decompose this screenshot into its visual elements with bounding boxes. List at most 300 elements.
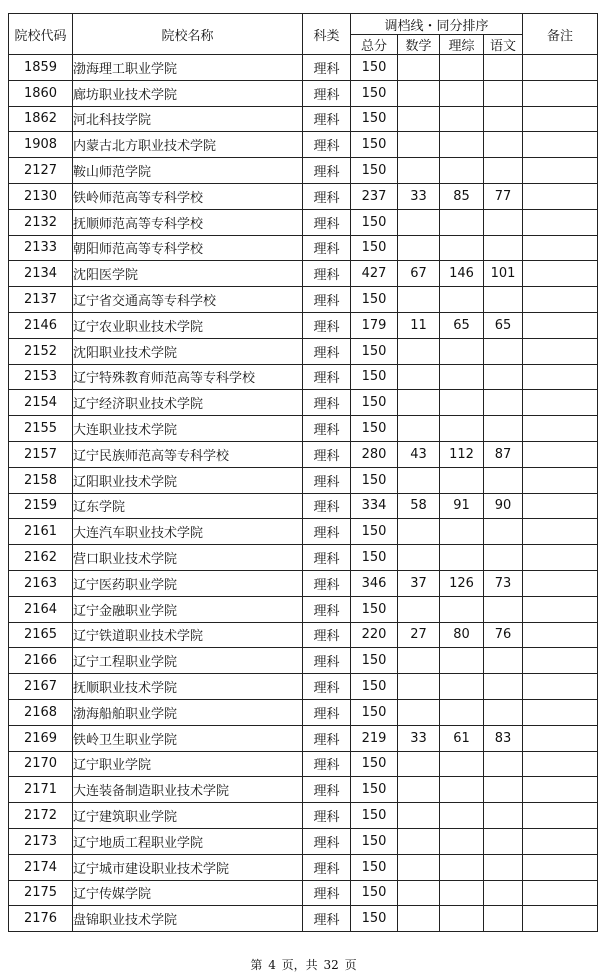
cell-chinese <box>484 596 523 622</box>
table-row <box>9 545 598 571</box>
cell-total: 150 <box>351 519 398 545</box>
cell-math: 27 <box>398 622 440 648</box>
cell-code: 2173 <box>9 828 73 854</box>
cell-name: 辽宁传媒学院 <box>73 880 303 906</box>
cell-code: 2163 <box>9 570 73 596</box>
cell-science: 65 <box>440 312 484 338</box>
cell-note <box>523 777 598 803</box>
cell-subject: 理科 <box>303 106 351 132</box>
cell-total: 150 <box>351 880 398 906</box>
cell-chinese <box>484 906 523 932</box>
cell-code: 2134 <box>9 261 73 287</box>
cell-subject: 理科 <box>303 209 351 235</box>
cell-science: 61 <box>440 725 484 751</box>
cell-math <box>398 364 440 390</box>
cell-math <box>398 699 440 725</box>
cell-name: 辽宁建筑职业学院 <box>73 803 303 829</box>
cell-name: 盘锦职业技术学院 <box>73 906 303 932</box>
cell-science: 126 <box>440 570 484 596</box>
cell-science <box>440 390 484 416</box>
cell-chinese <box>484 699 523 725</box>
cell-chinese <box>484 674 523 700</box>
cell-note <box>523 880 598 906</box>
cell-science <box>440 416 484 442</box>
cell-note <box>523 158 598 184</box>
cell-subject: 理科 <box>303 854 351 880</box>
header-name: 院校名称 <box>73 14 303 55</box>
cell-subject: 理科 <box>303 183 351 209</box>
cell-chinese: 83 <box>484 725 523 751</box>
cell-science: 80 <box>440 622 484 648</box>
table-row <box>9 906 598 932</box>
cell-math <box>398 803 440 829</box>
cell-note <box>523 106 598 132</box>
cell-total: 220 <box>351 622 398 648</box>
cell-total: 150 <box>351 106 398 132</box>
cell-subject: 理科 <box>303 132 351 158</box>
cell-total: 150 <box>351 545 398 571</box>
cell-note <box>523 441 598 467</box>
cell-science <box>440 364 484 390</box>
cell-science <box>440 235 484 261</box>
cell-chinese <box>484 209 523 235</box>
cell-name: 内蒙古北方职业技术学院 <box>73 132 303 158</box>
cell-subject: 理科 <box>303 158 351 184</box>
footer-suffix: 页 <box>344 958 357 972</box>
cell-total: 150 <box>351 467 398 493</box>
cell-code: 2157 <box>9 441 73 467</box>
cell-subject: 理科 <box>303 777 351 803</box>
cell-subject: 理科 <box>303 699 351 725</box>
cell-code: 2162 <box>9 545 73 571</box>
cell-code: 2170 <box>9 751 73 777</box>
cell-chinese <box>484 80 523 106</box>
table-row <box>9 338 598 364</box>
cell-math <box>398 235 440 261</box>
table-row <box>9 183 598 209</box>
cell-chinese <box>484 545 523 571</box>
cell-subject: 理科 <box>303 441 351 467</box>
cell-chinese <box>484 416 523 442</box>
cell-chinese: 77 <box>484 183 523 209</box>
cell-code: 2153 <box>9 364 73 390</box>
cell-science <box>440 596 484 622</box>
cell-name: 辽宁省交通高等专科学校 <box>73 287 303 313</box>
cell-name: 渤海理工职业学院 <box>73 55 303 81</box>
cell-code: 2127 <box>9 158 73 184</box>
cell-math <box>398 854 440 880</box>
cell-note <box>523 622 598 648</box>
table-row <box>9 803 598 829</box>
cell-subject: 理科 <box>303 622 351 648</box>
cell-subject: 理科 <box>303 287 351 313</box>
table-row <box>9 699 598 725</box>
header-math: 数学 <box>398 35 440 55</box>
cell-code: 2168 <box>9 699 73 725</box>
cell-code: 2175 <box>9 880 73 906</box>
cell-science <box>440 158 484 184</box>
cell-total: 150 <box>351 338 398 364</box>
cell-name: 辽宁地质工程职业学院 <box>73 828 303 854</box>
cell-note <box>523 751 598 777</box>
cell-total: 150 <box>351 596 398 622</box>
cell-math <box>398 80 440 106</box>
table-row <box>9 416 598 442</box>
cell-total: 150 <box>351 55 398 81</box>
cell-science <box>440 287 484 313</box>
table-row <box>9 80 598 106</box>
cell-subject: 理科 <box>303 364 351 390</box>
cell-note <box>523 183 598 209</box>
cell-science <box>440 699 484 725</box>
header-note: 备注 <box>523 14 598 55</box>
cell-name: 辽东学院 <box>73 493 303 519</box>
cell-subject: 理科 <box>303 235 351 261</box>
table-row <box>9 570 598 596</box>
cell-math <box>398 674 440 700</box>
cell-math: 33 <box>398 183 440 209</box>
cell-note <box>523 312 598 338</box>
cell-science <box>440 854 484 880</box>
cell-subject: 理科 <box>303 390 351 416</box>
cell-chinese <box>484 854 523 880</box>
cell-math <box>398 880 440 906</box>
cell-total: 150 <box>351 828 398 854</box>
header-science: 理综 <box>440 35 484 55</box>
cell-chinese: 90 <box>484 493 523 519</box>
table-row <box>9 596 598 622</box>
cell-subject: 理科 <box>303 648 351 674</box>
cell-subject: 理科 <box>303 55 351 81</box>
cell-note <box>523 648 598 674</box>
cell-note <box>523 132 598 158</box>
cell-science <box>440 132 484 158</box>
cell-name: 辽宁工程职业学院 <box>73 648 303 674</box>
cell-science <box>440 80 484 106</box>
table-row <box>9 467 598 493</box>
cell-math <box>398 158 440 184</box>
table-row <box>9 364 598 390</box>
cell-chinese: 76 <box>484 622 523 648</box>
cell-science: 112 <box>440 441 484 467</box>
cell-chinese <box>484 803 523 829</box>
cell-total: 427 <box>351 261 398 287</box>
cell-science <box>440 338 484 364</box>
table-row <box>9 261 598 287</box>
header-total: 总分 <box>351 35 398 55</box>
cell-note <box>523 261 598 287</box>
cell-math <box>398 390 440 416</box>
cell-note <box>523 235 598 261</box>
cell-chinese <box>484 880 523 906</box>
cell-total: 150 <box>351 854 398 880</box>
cell-code: 2164 <box>9 596 73 622</box>
cell-chinese <box>484 158 523 184</box>
cell-chinese: 87 <box>484 441 523 467</box>
cell-name: 渤海船舶职业学院 <box>73 699 303 725</box>
cell-science <box>440 674 484 700</box>
header-code: 院校代码 <box>9 14 73 55</box>
cell-science: 146 <box>440 261 484 287</box>
cell-chinese <box>484 751 523 777</box>
cell-name: 铁岭师范高等专科学校 <box>73 183 303 209</box>
cell-name: 辽宁经济职业技术学院 <box>73 390 303 416</box>
cell-math <box>398 777 440 803</box>
cell-chinese <box>484 828 523 854</box>
cell-subject: 理科 <box>303 312 351 338</box>
cell-note <box>523 854 598 880</box>
header-row <box>9 14 598 35</box>
cell-name: 辽宁职业学院 <box>73 751 303 777</box>
table-row <box>9 854 598 880</box>
cell-chinese <box>484 364 523 390</box>
cell-science <box>440 648 484 674</box>
cell-total: 150 <box>351 235 398 261</box>
cell-name: 大连职业技术学院 <box>73 416 303 442</box>
cell-chinese <box>484 390 523 416</box>
cell-note <box>523 725 598 751</box>
cell-note <box>523 209 598 235</box>
cell-code: 2171 <box>9 777 73 803</box>
table-row <box>9 519 598 545</box>
cell-note <box>523 596 598 622</box>
cell-science <box>440 467 484 493</box>
cell-science <box>440 55 484 81</box>
cell-subject: 理科 <box>303 570 351 596</box>
cell-note <box>523 803 598 829</box>
cell-code: 1859 <box>9 55 73 81</box>
cell-science: 85 <box>440 183 484 209</box>
cell-subject: 理科 <box>303 880 351 906</box>
cell-chinese <box>484 106 523 132</box>
cell-chinese <box>484 287 523 313</box>
cell-chinese: 101 <box>484 261 523 287</box>
cell-name: 抚顺职业技术学院 <box>73 674 303 700</box>
cell-code: 2165 <box>9 622 73 648</box>
cell-code: 2161 <box>9 519 73 545</box>
cell-subject: 理科 <box>303 80 351 106</box>
table-row <box>9 441 598 467</box>
cell-math <box>398 596 440 622</box>
cell-total: 150 <box>351 158 398 184</box>
footer-total-pages: 32 <box>323 958 339 972</box>
cell-note <box>523 287 598 313</box>
cell-total: 150 <box>351 209 398 235</box>
cell-note <box>523 390 598 416</box>
cell-code: 2174 <box>9 854 73 880</box>
cell-subject: 理科 <box>303 596 351 622</box>
cell-math <box>398 55 440 81</box>
cell-math <box>398 828 440 854</box>
cell-total: 150 <box>351 364 398 390</box>
footer-page-number: 4 <box>268 958 276 972</box>
table-row <box>9 880 598 906</box>
cell-chinese <box>484 235 523 261</box>
table-row <box>9 55 598 81</box>
table-row <box>9 235 598 261</box>
cell-subject: 理科 <box>303 803 351 829</box>
cell-note <box>523 699 598 725</box>
cell-math: 43 <box>398 441 440 467</box>
cell-code: 2166 <box>9 648 73 674</box>
cell-chinese <box>484 648 523 674</box>
cell-chinese <box>484 132 523 158</box>
cell-subject: 理科 <box>303 493 351 519</box>
cell-name: 辽宁医药职业学院 <box>73 570 303 596</box>
cell-total: 150 <box>351 699 398 725</box>
cell-math: 37 <box>398 570 440 596</box>
cell-code: 1908 <box>9 132 73 158</box>
cell-subject: 理科 <box>303 751 351 777</box>
cell-subject: 理科 <box>303 338 351 364</box>
table-row <box>9 390 598 416</box>
cell-total: 150 <box>351 803 398 829</box>
cell-note <box>523 80 598 106</box>
cell-total: 219 <box>351 725 398 751</box>
cell-subject: 理科 <box>303 828 351 854</box>
cell-math <box>398 338 440 364</box>
cell-note <box>523 467 598 493</box>
cell-chinese <box>484 519 523 545</box>
cell-chinese <box>484 55 523 81</box>
table-row <box>9 725 598 751</box>
cell-name: 辽宁民族师范高等专科学校 <box>73 441 303 467</box>
cell-name: 大连装备制造职业技术学院 <box>73 777 303 803</box>
cell-name: 辽宁城市建设职业技术学院 <box>73 854 303 880</box>
cell-note <box>523 828 598 854</box>
cell-subject: 理科 <box>303 545 351 571</box>
cell-total: 150 <box>351 906 398 932</box>
cell-name: 辽宁农业职业技术学院 <box>73 312 303 338</box>
cell-math <box>398 467 440 493</box>
table-row <box>9 828 598 854</box>
cell-note <box>523 55 598 81</box>
cell-science: 91 <box>440 493 484 519</box>
table-row <box>9 493 598 519</box>
cell-code: 2159 <box>9 493 73 519</box>
cell-name: 营口职业技术学院 <box>73 545 303 571</box>
table-row <box>9 209 598 235</box>
table-row <box>9 158 598 184</box>
table-row <box>9 106 598 132</box>
cell-total: 346 <box>351 570 398 596</box>
header-group: 调档线・同分排序 <box>351 14 523 35</box>
header-subject: 科类 <box>303 14 351 55</box>
cell-math <box>398 906 440 932</box>
cell-name: 辽阳职业技术学院 <box>73 467 303 493</box>
page-footer <box>0 956 607 973</box>
table-row <box>9 648 598 674</box>
cell-total: 150 <box>351 777 398 803</box>
cell-name: 沈阳职业技术学院 <box>73 338 303 364</box>
cell-note <box>523 338 598 364</box>
cell-note <box>523 545 598 571</box>
cell-total: 179 <box>351 312 398 338</box>
table-row <box>9 312 598 338</box>
admission-table <box>8 13 598 932</box>
cell-total: 150 <box>351 390 398 416</box>
cell-name: 辽宁特殊教育师范高等专科学校 <box>73 364 303 390</box>
cell-science <box>440 777 484 803</box>
cell-math <box>398 648 440 674</box>
cell-name: 朝阳师范高等专科学校 <box>73 235 303 261</box>
cell-total: 150 <box>351 674 398 700</box>
cell-code: 2169 <box>9 725 73 751</box>
cell-code: 2132 <box>9 209 73 235</box>
cell-total: 334 <box>351 493 398 519</box>
cell-name: 辽宁铁道职业技术学院 <box>73 622 303 648</box>
cell-name: 铁岭卫生职业学院 <box>73 725 303 751</box>
cell-code: 2133 <box>9 235 73 261</box>
cell-math <box>398 545 440 571</box>
cell-science <box>440 803 484 829</box>
table-row <box>9 287 598 313</box>
cell-math <box>398 209 440 235</box>
footer-mid: 页，共 <box>281 958 318 972</box>
cell-name: 抚顺师范高等专科学校 <box>73 209 303 235</box>
table-row <box>9 751 598 777</box>
table-row <box>9 622 598 648</box>
cell-subject: 理科 <box>303 906 351 932</box>
cell-name: 河北科技学院 <box>73 106 303 132</box>
cell-math: 58 <box>398 493 440 519</box>
cell-math: 67 <box>398 261 440 287</box>
cell-math <box>398 132 440 158</box>
cell-total: 150 <box>351 648 398 674</box>
cell-name: 鞍山师范学院 <box>73 158 303 184</box>
cell-science <box>440 828 484 854</box>
cell-code: 2152 <box>9 338 73 364</box>
cell-name: 辽宁金融职业学院 <box>73 596 303 622</box>
cell-name: 大连汽车职业技术学院 <box>73 519 303 545</box>
cell-chinese: 73 <box>484 570 523 596</box>
cell-subject: 理科 <box>303 674 351 700</box>
footer-prefix: 第 <box>250 958 263 972</box>
cell-chinese <box>484 777 523 803</box>
cell-code: 2176 <box>9 906 73 932</box>
cell-note <box>523 493 598 519</box>
cell-code: 2167 <box>9 674 73 700</box>
cell-math <box>398 416 440 442</box>
cell-total: 150 <box>351 80 398 106</box>
cell-note <box>523 364 598 390</box>
cell-math <box>398 287 440 313</box>
cell-note <box>523 416 598 442</box>
cell-note <box>523 519 598 545</box>
cell-note <box>523 570 598 596</box>
cell-code: 2146 <box>9 312 73 338</box>
cell-total: 150 <box>351 416 398 442</box>
cell-code: 2154 <box>9 390 73 416</box>
table-row <box>9 777 598 803</box>
cell-name: 廊坊职业技术学院 <box>73 80 303 106</box>
cell-code: 2158 <box>9 467 73 493</box>
cell-subject: 理科 <box>303 519 351 545</box>
cell-science <box>440 106 484 132</box>
cell-name: 沈阳医学院 <box>73 261 303 287</box>
cell-code: 1860 <box>9 80 73 106</box>
cell-chinese <box>484 338 523 364</box>
cell-total: 150 <box>351 751 398 777</box>
header-chinese: 语文 <box>484 35 523 55</box>
cell-chinese <box>484 467 523 493</box>
cell-subject: 理科 <box>303 725 351 751</box>
cell-science <box>440 519 484 545</box>
cell-note <box>523 674 598 700</box>
document-page <box>8 13 598 932</box>
cell-total: 150 <box>351 132 398 158</box>
table-row <box>9 674 598 700</box>
